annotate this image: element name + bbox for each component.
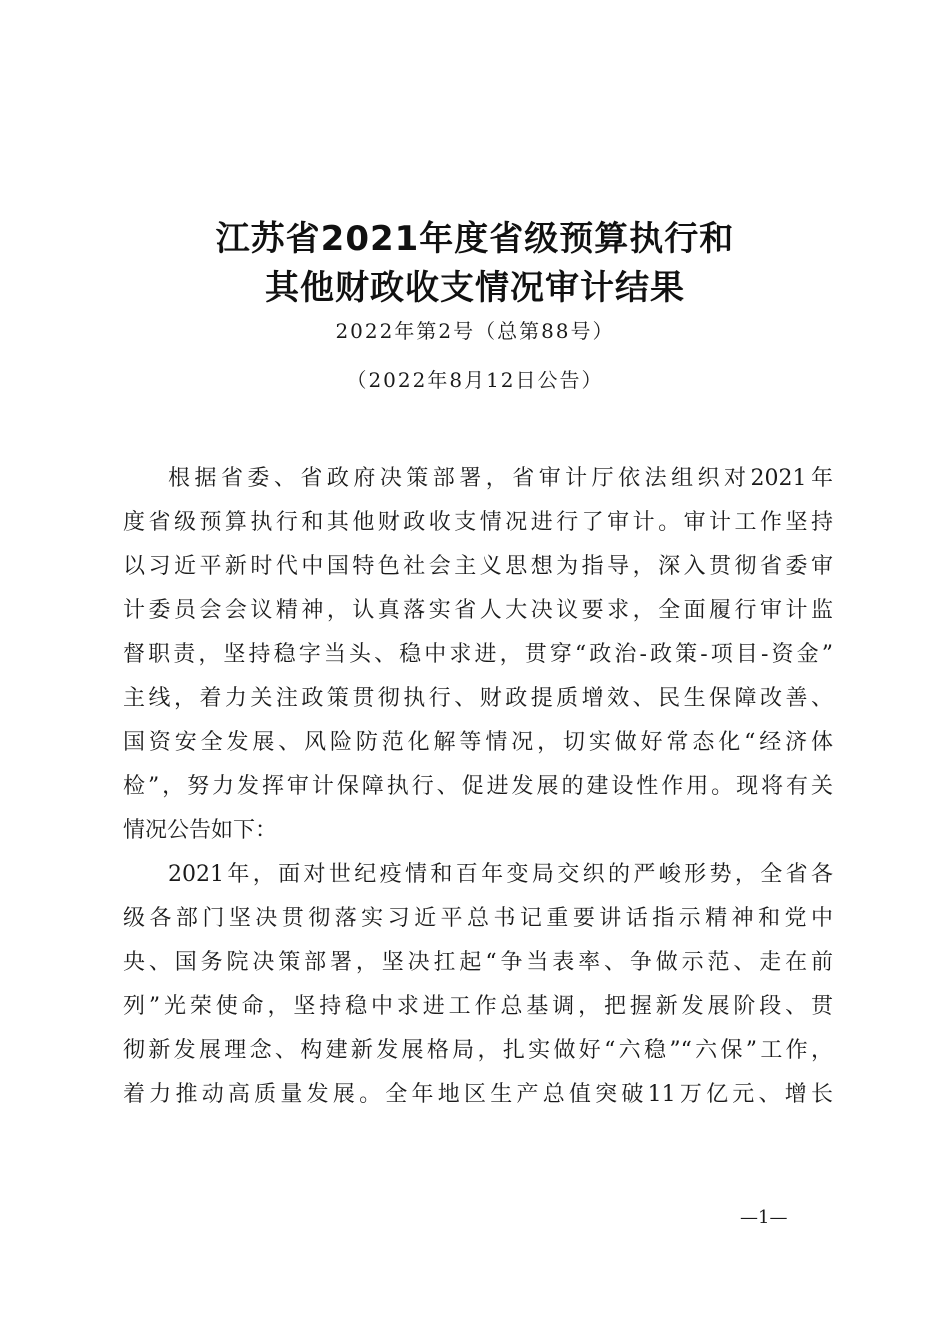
issue-number: 2022年第2号（总第88号） bbox=[335, 319, 615, 343]
paragraph-1-line: 度省级预算执行和其他财政收支情况进行了审计。审计工作坚持 bbox=[123, 510, 833, 535]
paragraph-2-line: 彻新发展理念、构建新发展格局，扎实做好“六稳”“六保”工作， bbox=[123, 1038, 833, 1063]
paragraph-2-line: 央、国务院决策部署，坚决扛起“争当表率、争做示范、走在前 bbox=[123, 950, 833, 975]
paragraph-1-line: 国资安全发展、风险防范化解等情况，切实做好常态化“经济体 bbox=[123, 730, 833, 755]
page-number: —1— bbox=[740, 1207, 788, 1228]
paragraph-1-line: 计委员会会议精神，认真落实省人大决议要求，全面履行审计监 bbox=[123, 598, 833, 623]
paragraph-1-line: 以习近平新时代中国特色社会主义思想为指导，深入贯彻省委审 bbox=[123, 554, 833, 579]
document-title-line-2: 其他财政收支情况审计结果 bbox=[265, 268, 685, 308]
paragraph-2-line: 级各部门坚决贯彻落实习近平总书记重要讲话指示精神和党中 bbox=[123, 906, 833, 931]
paragraph-2-line: 列”光荣使命，坚持稳中求进工作总基调，把握新发展阶段、贯 bbox=[123, 994, 833, 1019]
paragraph-1-line: 情况公告如下： bbox=[123, 818, 278, 843]
document-title-line-1: 江苏省2021年度省级预算执行和 bbox=[215, 219, 735, 259]
paragraph-1-line: 检”，努力发挥审计保障执行、促进发展的建设性作用。现将有关 bbox=[123, 774, 833, 799]
announce-date: （2022年8月12日公告） bbox=[346, 368, 604, 392]
paragraph-1-line: 督职责，坚持稳字当头、稳中求进，贯穿“政治-政策-项目-资金” bbox=[123, 642, 833, 667]
paragraph-1-line: 主线，着力关注政策贯彻执行、财政提质增效、民生保障改善、 bbox=[123, 686, 833, 711]
paragraph-2-line: 2021年，面对世纪疫情和百年变局交织的严峻形势，全省各 bbox=[168, 862, 833, 887]
paragraph-2-line: 着力推动高质量发展。全年地区生产总值突破11万亿元、增长 bbox=[123, 1082, 833, 1107]
paragraph-1-line: 根据省委、省政府决策部署，省审计厅依法组织对2021年 bbox=[168, 466, 833, 491]
